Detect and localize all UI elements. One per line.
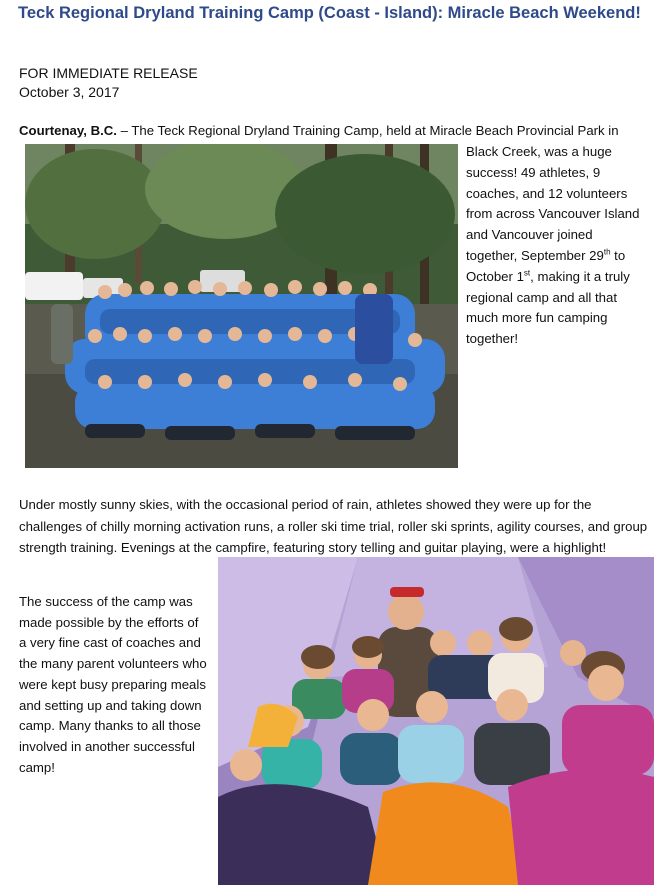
intro-continuation	[466, 142, 646, 350]
tent-photo-illustration	[218, 557, 654, 885]
intro-lead	[19, 121, 649, 142]
dateline: Courtenay, B.C.	[19, 123, 117, 138]
page-title: Teck Regional Dryland Training Camp (Coast - Island): Miracle Beach Weekend!	[18, 4, 641, 22]
intro-text-a: Black Creek, was a huge success! 49 athletes, 9 coaches, and 12 volunteers from across Vancouver Island and Vancouver joined together, September 29	[466, 144, 640, 263]
release-label: FOR IMMEDIATE RELEASE	[19, 65, 198, 81]
group-photo	[25, 144, 458, 468]
intro-text-c: , making it a truly regional camp and all that much more fun camping together!	[466, 268, 630, 347]
paragraph-activities: Under mostly sunny skies, with the occasional period of rain, athletes showed they were up for the challenges of chilly morning activation runs, a roller ski time trial, roller ski sprints, agility courses, and group strength training. Evenings at the campfire, featuring story telling and guitar playing, were a highlight!	[19, 497, 648, 555]
tent-photo	[218, 557, 654, 885]
paragraph-thanks: The success of the camp was made possible by the efforts of a very fine cast of coaches and the many parent volunteers who were kept busy preparing meals and setting up and taking down camp. Many thanks to all those involved in another successful camp!	[19, 594, 207, 775]
intro-lead-text: – The Teck Regional Dryland Training Camp, held at Miracle Beach Provincial Park in	[116, 123, 619, 138]
release-header	[19, 64, 198, 102]
ordinal-st: st	[523, 268, 531, 278]
release-date: October 3, 2017	[19, 84, 120, 100]
intro-text-b: to October 1	[466, 247, 626, 284]
group-photo-illustration	[25, 144, 458, 468]
ordinal-th: th	[603, 247, 611, 257]
